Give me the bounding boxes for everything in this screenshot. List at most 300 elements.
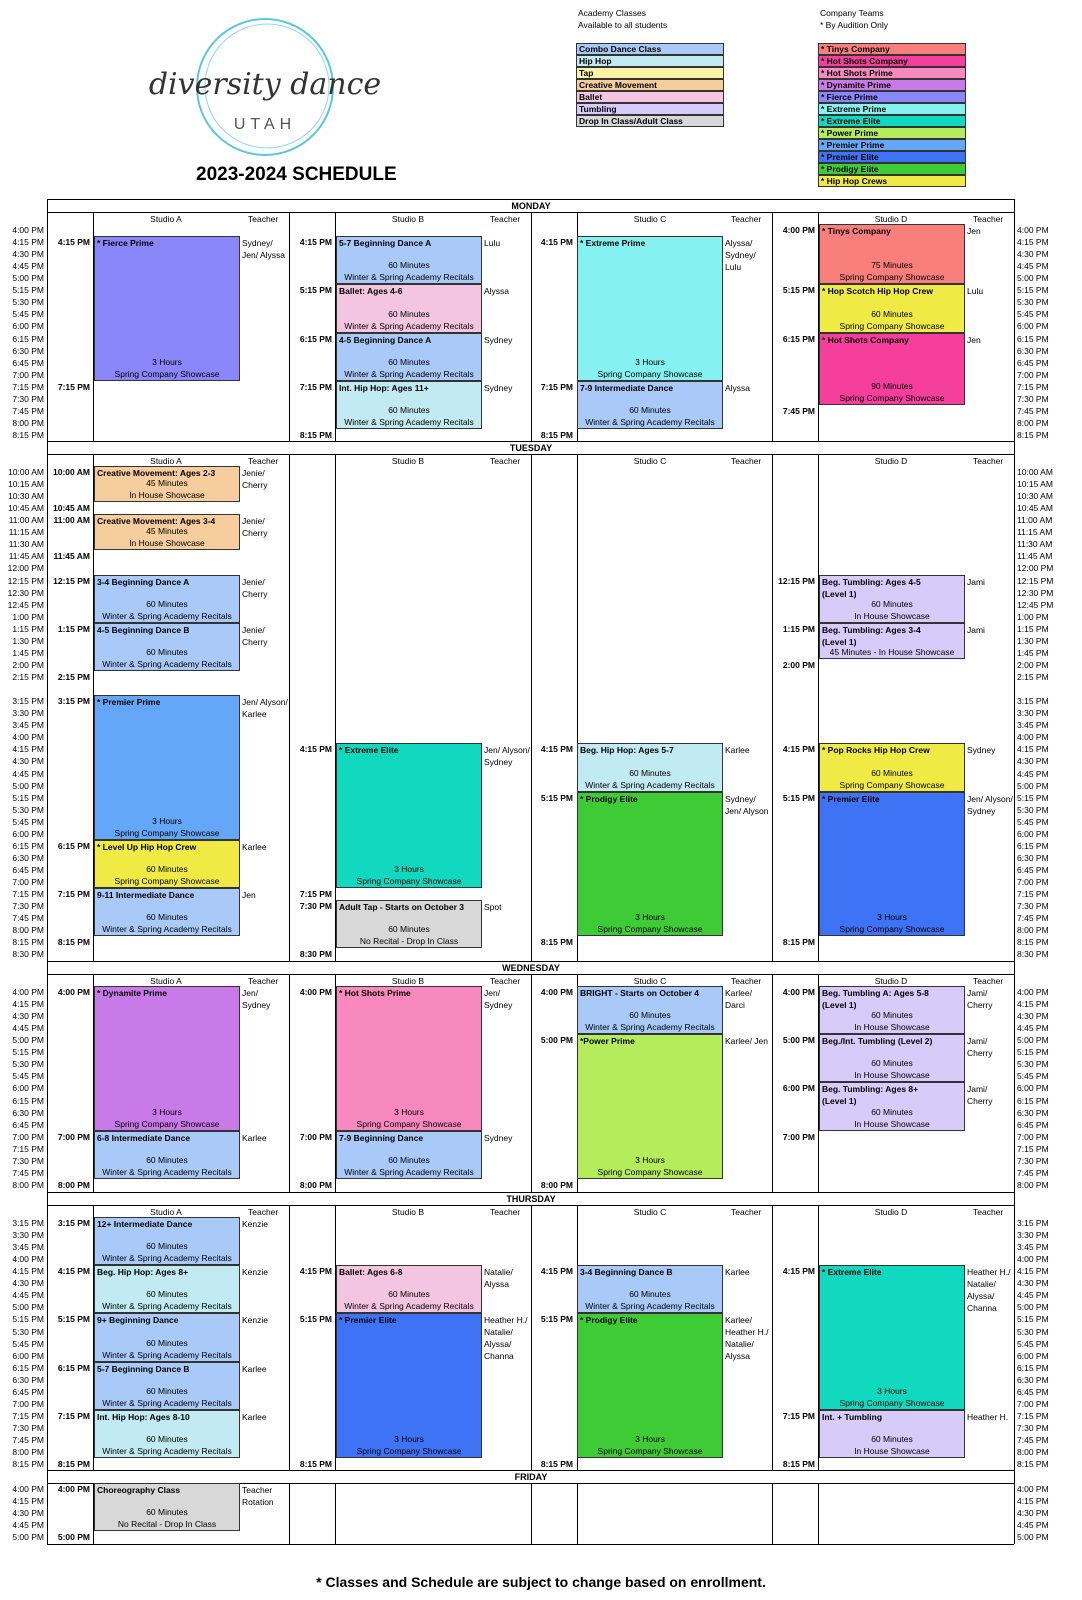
studio-header: Studio B (391, 1207, 425, 1217)
time-label-left: 11:15 AM (8, 527, 44, 538)
class-recital: Winter & Spring Academy Recitals (102, 1301, 232, 1312)
class-block[interactable] (577, 1034, 723, 1179)
class-duration: 60 Minutes (146, 1385, 188, 1396)
start-time-label: 5:15 PM (782, 792, 815, 803)
time-label-left: 3:30 PM (12, 1230, 44, 1241)
start-time-label: 8:15 PM (540, 430, 573, 441)
teacher-header: Teacher (731, 456, 762, 466)
class-block[interactable] (336, 284, 482, 332)
time-label-right: 6:30 PM (1017, 345, 1049, 356)
class-block[interactable] (819, 333, 965, 405)
start-time-label: 4:15 PM (299, 1266, 332, 1277)
time-label-right: 7:15 PM (1017, 889, 1049, 900)
time-label-right: 6:30 PM (1017, 852, 1049, 863)
class-title: Beg. Hip Hop: Ages 5-7 (580, 745, 674, 756)
time-label-right: 8:15 PM (1017, 430, 1049, 441)
time-label-left: 6:45 PM (12, 864, 44, 875)
time-label-right: 3:45 PM (1017, 720, 1049, 731)
time-label-left: 4:15 PM (12, 999, 44, 1010)
time-label-left: 7:15 PM (12, 381, 44, 392)
class-block[interactable] (819, 1265, 965, 1410)
start-time-label: 5:00 PM (57, 1532, 90, 1543)
time-label-left: 6:30 PM (12, 1107, 44, 1118)
class-recital: Winter & Spring Academy Recitals (102, 1349, 232, 1360)
class-title: 4-5 Beginning Dance B (97, 624, 190, 635)
legend-item: * Extreme Prime (818, 103, 966, 115)
start-time-label: 5:15 PM (57, 1314, 90, 1325)
time-label-left: 4:45 PM (12, 1520, 44, 1531)
time-label-left: 1:15 PM (12, 623, 44, 634)
time-label-right: 3:45 PM (1017, 1242, 1049, 1253)
logo (145, 12, 385, 162)
class-title: 3-4 Beginning Dance B (580, 1267, 673, 1278)
teacher-header: Teacher (731, 976, 762, 986)
time-label-left: 4:00 PM (12, 732, 44, 743)
time-label-left: 1:30 PM (12, 635, 44, 646)
start-time-label: 8:15 PM (57, 1459, 90, 1470)
class-teacher: Jami (967, 624, 985, 635)
class-block[interactable] (577, 986, 723, 1034)
class-duration: 3 Hours (394, 1106, 424, 1117)
class-duration: 60 Minutes (146, 864, 188, 875)
class-block[interactable] (94, 514, 240, 550)
start-time-label: 4:15 PM (782, 744, 815, 755)
class-recital: Spring Company Showcase (597, 1446, 703, 1457)
studio-header: Studio C (633, 1207, 667, 1217)
class-block[interactable] (94, 466, 240, 502)
class-teacher: Jen/ Sydney (242, 988, 271, 1010)
class-duration: 3 Hours (635, 1154, 665, 1165)
class-recital: Spring Company Showcase (839, 1397, 945, 1408)
class-duration: 60 Minutes (146, 647, 188, 657)
time-label-left: 5:45 PM (12, 1071, 44, 1082)
time-label-right: 7:45 PM (1017, 405, 1049, 416)
studio-header: Studio C (633, 214, 667, 224)
time-label-left: 7:30 PM (12, 1155, 44, 1166)
class-teacher: Jen (967, 226, 981, 236)
time-label-right: 5:45 PM (1017, 1338, 1049, 1349)
class-block[interactable] (94, 575, 240, 623)
class-teacher: Karlee (725, 745, 750, 756)
class-teacher: Spot (484, 902, 502, 913)
time-label-left: 5:00 PM (12, 1035, 44, 1046)
time-label-right: 8:30 PM (1017, 949, 1049, 960)
class-block[interactable] (819, 284, 965, 332)
class-teacher: Lulu (484, 238, 501, 249)
teacher-header: Teacher (490, 214, 521, 224)
class-recital: Spring Company Showcase (597, 1166, 703, 1177)
teacher-header: Teacher (248, 1207, 279, 1217)
class-block[interactable] (336, 1313, 482, 1458)
time-label-left: 7:45 PM (12, 1167, 44, 1178)
time-label-left: 3:15 PM (12, 1218, 44, 1228)
teacher-header: Teacher (973, 1207, 1004, 1217)
start-time-label: 7:30 PM (299, 901, 332, 912)
class-block[interactable] (336, 236, 482, 284)
time-label-right: 5:45 PM (1017, 816, 1049, 827)
class-block[interactable] (819, 224, 965, 284)
time-label-right: 7:45 PM (1017, 1435, 1049, 1446)
class-block[interactable] (336, 1131, 482, 1179)
class-duration: 45 Minutes (146, 526, 188, 537)
time-label-right: 4:30 PM (1017, 1278, 1049, 1289)
start-time-label: 4:15 PM (540, 744, 573, 755)
time-label-right: 8:15 PM (1017, 937, 1049, 948)
class-block[interactable] (577, 743, 723, 791)
time-label-left: 4:00 PM (12, 987, 44, 997)
class-duration: 60 Minutes (388, 405, 430, 415)
class-title: * Hot Shots Company (822, 334, 909, 345)
class-recital: Spring Company Showcase (114, 368, 220, 379)
class-title: * Hop Scotch Hip Hop Crew (822, 286, 933, 297)
class-title: Int. + Tumbling (822, 1411, 883, 1422)
class-block[interactable] (94, 1131, 240, 1179)
time-label-left: 7:15 PM (12, 1143, 44, 1154)
class-title: * Level Up Hip Hop Crew (97, 841, 197, 852)
class-block[interactable] (819, 792, 965, 937)
start-time-label: 7:00 PM (782, 1131, 815, 1142)
class-block[interactable] (94, 1362, 240, 1410)
class-block[interactable] (577, 1265, 723, 1313)
time-label-left: 8:30 PM (12, 949, 44, 960)
time-label-left: 1:00 PM (12, 611, 44, 622)
time-label-right: 12:15 PM (1017, 575, 1054, 586)
time-label-left: 3:30 PM (12, 708, 44, 719)
class-title: Creative Movement: Ages 2-3 (97, 468, 216, 478)
class-block[interactable] (94, 1265, 240, 1313)
class-block[interactable] (819, 1034, 965, 1082)
class-title: * Dynamite Prime (97, 988, 167, 998)
start-time-label: 4:15 PM (57, 1266, 90, 1277)
teacher-header: Teacher (973, 976, 1004, 986)
day-name: WEDNESDAY (502, 963, 560, 973)
class-block[interactable] (577, 236, 723, 381)
class-duration: 3 Hours (394, 1434, 424, 1445)
class-title: Beg. Hip Hop: Ages 8+ (97, 1267, 189, 1278)
class-title: * Extreme Elite (339, 745, 399, 756)
legend-item: Creative Movement (576, 79, 724, 91)
time-label-left: 6:45 PM (12, 1386, 44, 1397)
time-label-left: 6:00 PM (12, 828, 44, 839)
class-duration: 60 Minutes (146, 598, 188, 609)
class-teacher: Jenie/ Cherry (242, 624, 268, 647)
time-label-left: 4:15 PM (12, 1496, 44, 1507)
class-recital: Winter & Spring Academy Recitals (585, 417, 715, 427)
time-label-right: 2:15 PM (1017, 672, 1049, 683)
time-label-right: 8:00 PM (1017, 417, 1049, 428)
legend-item: Drop In Class/Adult Class (576, 115, 724, 127)
class-block[interactable] (336, 381, 482, 429)
class-block[interactable] (94, 1483, 240, 1531)
class-title: * Hot Shots Prime (339, 988, 411, 998)
class-recital: Spring Company Showcase (114, 1118, 220, 1129)
class-teacher: Kenzie (242, 1315, 268, 1326)
class-duration: 60 Minutes (871, 767, 913, 778)
teacher-header: Teacher (731, 214, 762, 224)
time-label-left: 7:15 PM (12, 1410, 44, 1421)
time-label-left: 7:30 PM (12, 901, 44, 912)
time-label-left: 6:00 PM (12, 1083, 44, 1094)
time-label-left: 4:15 PM (12, 744, 44, 755)
start-time-label: 5:00 PM (540, 1035, 573, 1046)
class-duration: 3 Hours (635, 356, 665, 367)
class-teacher: Jami (967, 576, 985, 587)
class-block[interactable] (94, 623, 240, 671)
time-label-right: 7:00 PM (1017, 877, 1049, 888)
class-title: * Premier Prime (97, 697, 161, 708)
day-name: FRIDAY (514, 1472, 548, 1482)
time-label-right: 6:45 PM (1017, 864, 1049, 875)
time-label-left: 12:15 PM (7, 575, 44, 586)
time-label-left: 4:15 PM (12, 237, 44, 248)
time-label-right: 3:30 PM (1017, 708, 1049, 719)
class-recital: Spring Company Showcase (114, 827, 220, 838)
time-label-right: 6:00 PM (1017, 1083, 1049, 1094)
class-duration: 75 Minutes (871, 260, 913, 271)
time-label-right: 12:00 PM (1017, 563, 1054, 574)
class-duration: 60 Minutes (146, 912, 188, 923)
class-recital: Spring Company Showcase (356, 876, 462, 887)
time-label-left: 6:45 PM (12, 357, 44, 368)
class-block[interactable] (94, 986, 240, 1131)
class-block[interactable] (94, 888, 240, 936)
class-block[interactable] (819, 986, 965, 1034)
time-label-right: 7:45 PM (1017, 913, 1049, 924)
legend-item: Tap (576, 67, 724, 79)
legend-item: * Fierce Prime (818, 91, 966, 103)
time-label-left: 8:15 PM (12, 937, 44, 948)
column-line (772, 199, 773, 1544)
start-time-label: 5:15 PM (540, 792, 573, 803)
class-block[interactable] (577, 792, 723, 937)
class-recital: Winter & Spring Academy Recitals (344, 1301, 474, 1312)
class-recital: Winter & Spring Academy Recitals (344, 417, 474, 427)
class-teacher: Sydney (484, 382, 513, 393)
start-time-label: 7:15 PM (540, 381, 573, 392)
class-title: * Tinys Company (822, 226, 891, 236)
class-title: Creative Movement: Ages 3-4 (97, 516, 216, 527)
time-label-right: 5:00 PM (1017, 273, 1049, 284)
time-label-left: 8:00 PM (12, 417, 44, 428)
start-time-label: 8:15 PM (299, 430, 332, 441)
time-label-left: 8:00 PM (12, 1447, 44, 1458)
class-title: * Prodigy Elite (580, 793, 638, 804)
class-block[interactable] (94, 1217, 240, 1265)
class-teacher: Sydney (967, 745, 996, 756)
start-time-label: 8:00 PM (540, 1179, 573, 1190)
class-teacher: Heather H. (967, 1411, 1009, 1422)
class-title: 12+ Intermediate Dance (97, 1219, 193, 1229)
class-teacher: Jami/ Cherry (967, 988, 993, 1010)
class-title: Beg./Int. Tumbling (Level 2) (822, 1036, 933, 1047)
legend-item: * Power Prime (818, 127, 966, 139)
time-label-right: 5:30 PM (1017, 1326, 1049, 1337)
class-teacher: Jenie/ Cherry (242, 576, 268, 599)
time-label-right: 6:15 PM (1017, 1095, 1049, 1106)
class-block[interactable] (94, 695, 240, 840)
start-time-label: 12:15 PM (53, 575, 90, 586)
class-block[interactable] (336, 900, 482, 948)
schedule-title: 2023-2024 SCHEDULE (196, 164, 397, 185)
class-recital: Spring Company Showcase (597, 368, 703, 379)
class-block[interactable] (819, 1082, 965, 1130)
time-label-right: 4:30 PM (1017, 756, 1049, 767)
time-label-right: 10:45 AM (1017, 503, 1053, 514)
time-label-left: 7:00 PM (12, 1398, 44, 1409)
class-recital: In House Showcase (129, 538, 205, 549)
class-teacher: Sydney (484, 334, 513, 345)
time-label-right: 3:15 PM (1017, 1218, 1049, 1228)
class-block[interactable] (94, 1313, 240, 1361)
start-time-label: 8:15 PM (782, 937, 815, 948)
class-block[interactable] (336, 1265, 482, 1313)
class-recital: 45 Minutes - In House Showcase (829, 646, 955, 657)
time-label-left: 7:00 PM (12, 1131, 44, 1142)
start-time-label: 7:15 PM (299, 381, 332, 392)
start-time-label: 6:00 PM (782, 1083, 815, 1094)
class-recital: Spring Company Showcase (839, 320, 945, 331)
start-time-label: 4:15 PM (57, 237, 90, 248)
class-title: 9-11 Intermediate Dance (97, 890, 195, 901)
time-label-left: 11:30 AM (8, 539, 44, 550)
class-teacher: Jen (242, 890, 256, 901)
class-teacher: Karlee (242, 841, 267, 852)
time-label-left: 4:00 PM (12, 225, 44, 235)
legend-item: * Tinys Company (818, 43, 966, 55)
class-block[interactable] (819, 1410, 965, 1458)
time-label-right: 11:15 AM (1017, 527, 1053, 538)
time-label-left: 5:00 PM (12, 1532, 44, 1543)
company-legend-title: Company Teams (820, 8, 884, 18)
class-duration: 60 Minutes (871, 1106, 913, 1117)
class-duration: 60 Minutes (629, 767, 671, 778)
class-duration: 60 Minutes (871, 1434, 913, 1445)
class-block[interactable] (819, 575, 965, 623)
studio-header: Studio B (391, 976, 425, 986)
class-recital: Winter & Spring Academy Recitals (102, 1166, 232, 1177)
class-title-line2: (Level 1) (822, 588, 857, 599)
time-label-right: 12:30 PM (1017, 587, 1054, 598)
class-duration: 60 Minutes (629, 1289, 671, 1300)
class-block[interactable] (94, 840, 240, 888)
class-block[interactable] (336, 743, 482, 888)
class-duration: 60 Minutes (871, 598, 913, 609)
time-label-left: 5:30 PM (12, 1326, 44, 1337)
class-duration: 60 Minutes (388, 356, 430, 367)
time-label-left: 8:00 PM (12, 1179, 44, 1190)
time-label-right: 10:15 AM (1017, 479, 1053, 490)
logo-script-text: diversity dance (148, 67, 382, 102)
time-label-right: 7:00 PM (1017, 1131, 1049, 1142)
start-time-label: 8:00 PM (57, 1179, 90, 1190)
class-recital: Winter & Spring Academy Recitals (102, 924, 232, 935)
class-title: * Premier Elite (822, 793, 880, 804)
class-title: BRIGHT - Starts on October 4 (580, 988, 700, 998)
time-label-left: 4:30 PM (12, 756, 44, 767)
class-teacher: Heather H./ Natalie/ Alyssa/ Channa (484, 1315, 528, 1362)
time-label-left: 12:30 PM (7, 587, 44, 598)
class-block[interactable] (577, 1313, 723, 1458)
class-title: * Prodigy Elite (580, 1315, 638, 1326)
time-label-right: 6:15 PM (1017, 840, 1049, 851)
time-label-right: 4:00 PM (1017, 1254, 1049, 1265)
start-time-label: 3:15 PM (57, 1218, 90, 1228)
class-title-line2: (Level 1) (822, 1000, 857, 1010)
time-label-right: 6:15 PM (1017, 1362, 1049, 1373)
class-recital: Spring Company Showcase (114, 876, 220, 887)
time-label-left: 5:30 PM (12, 1059, 44, 1070)
class-block[interactable] (94, 1410, 240, 1458)
class-title: 4-5 Beginning Dance A (339, 334, 432, 345)
time-label-left: 4:45 PM (12, 1290, 44, 1301)
class-recital: Winter & Spring Academy Recitals (102, 659, 232, 669)
teacher-header: Teacher (490, 1207, 521, 1217)
class-duration: 3 Hours (877, 912, 907, 923)
class-recital: Spring Company Showcase (839, 272, 945, 283)
time-label-left: 1:45 PM (12, 647, 44, 658)
class-block[interactable] (819, 743, 965, 791)
time-label-left: 7:30 PM (12, 393, 44, 404)
time-label-right: 8:00 PM (1017, 1179, 1049, 1190)
time-label-right: 5:00 PM (1017, 1532, 1049, 1543)
time-label-left: 8:15 PM (12, 1459, 44, 1470)
time-label-left: 7:30 PM (12, 1423, 44, 1434)
class-duration: 3 Hours (152, 815, 182, 826)
start-time-label: 12:15 PM (778, 575, 815, 586)
class-block[interactable] (336, 333, 482, 381)
class-block[interactable] (336, 986, 482, 1131)
time-label-left: 3:15 PM (12, 696, 44, 707)
time-label-left: 5:00 PM (12, 780, 44, 791)
day-name: MONDAY (511, 201, 551, 211)
class-block[interactable] (577, 381, 723, 429)
time-label-right: 7:15 PM (1017, 381, 1049, 392)
class-block[interactable] (819, 623, 965, 659)
start-time-label: 5:15 PM (782, 285, 815, 296)
class-duration: 60 Minutes (871, 308, 913, 319)
start-time-label: 7:45 PM (782, 405, 815, 416)
class-teacher: Karlee (242, 1132, 267, 1143)
class-recital: Winter & Spring Academy Recitals (585, 1022, 715, 1033)
time-label-right: 4:15 PM (1017, 237, 1049, 248)
class-teacher: Heather H./ Natalie/ Alyssa/ Channa (967, 1267, 1011, 1314)
time-label-right: 7:30 PM (1017, 393, 1049, 404)
class-duration: 60 Minutes (871, 1058, 913, 1069)
class-block[interactable] (94, 236, 240, 381)
column-line (531, 199, 532, 1544)
class-duration: 60 Minutes (146, 1289, 188, 1300)
start-time-label: 2:00 PM (782, 659, 815, 670)
time-label-left: 5:30 PM (12, 297, 44, 308)
class-recital: Spring Company Showcase (839, 779, 945, 790)
class-duration: 60 Minutes (388, 308, 430, 319)
time-label-right: 11:00 AM (1017, 515, 1053, 526)
time-label-left: 2:15 PM (12, 672, 44, 683)
start-time-label: 7:15 PM (57, 889, 90, 900)
time-label-right: 6:45 PM (1017, 1119, 1049, 1130)
column-line (289, 199, 290, 1544)
time-label-left: 4:00 PM (12, 1484, 44, 1494)
class-teacher: Karlee (242, 1411, 267, 1422)
time-label-left: 4:30 PM (12, 1011, 44, 1022)
time-label-right: 6:30 PM (1017, 1107, 1049, 1118)
class-recital: No Recital - Drop In Class (117, 1519, 217, 1530)
legend-item: Ballet (576, 91, 724, 103)
studio-header: Studio A (150, 976, 182, 986)
start-time-label: 4:00 PM (782, 225, 815, 235)
class-teacher: Jenie/ Cherry (242, 516, 268, 539)
time-label-left: 10:15 AM (8, 479, 44, 490)
